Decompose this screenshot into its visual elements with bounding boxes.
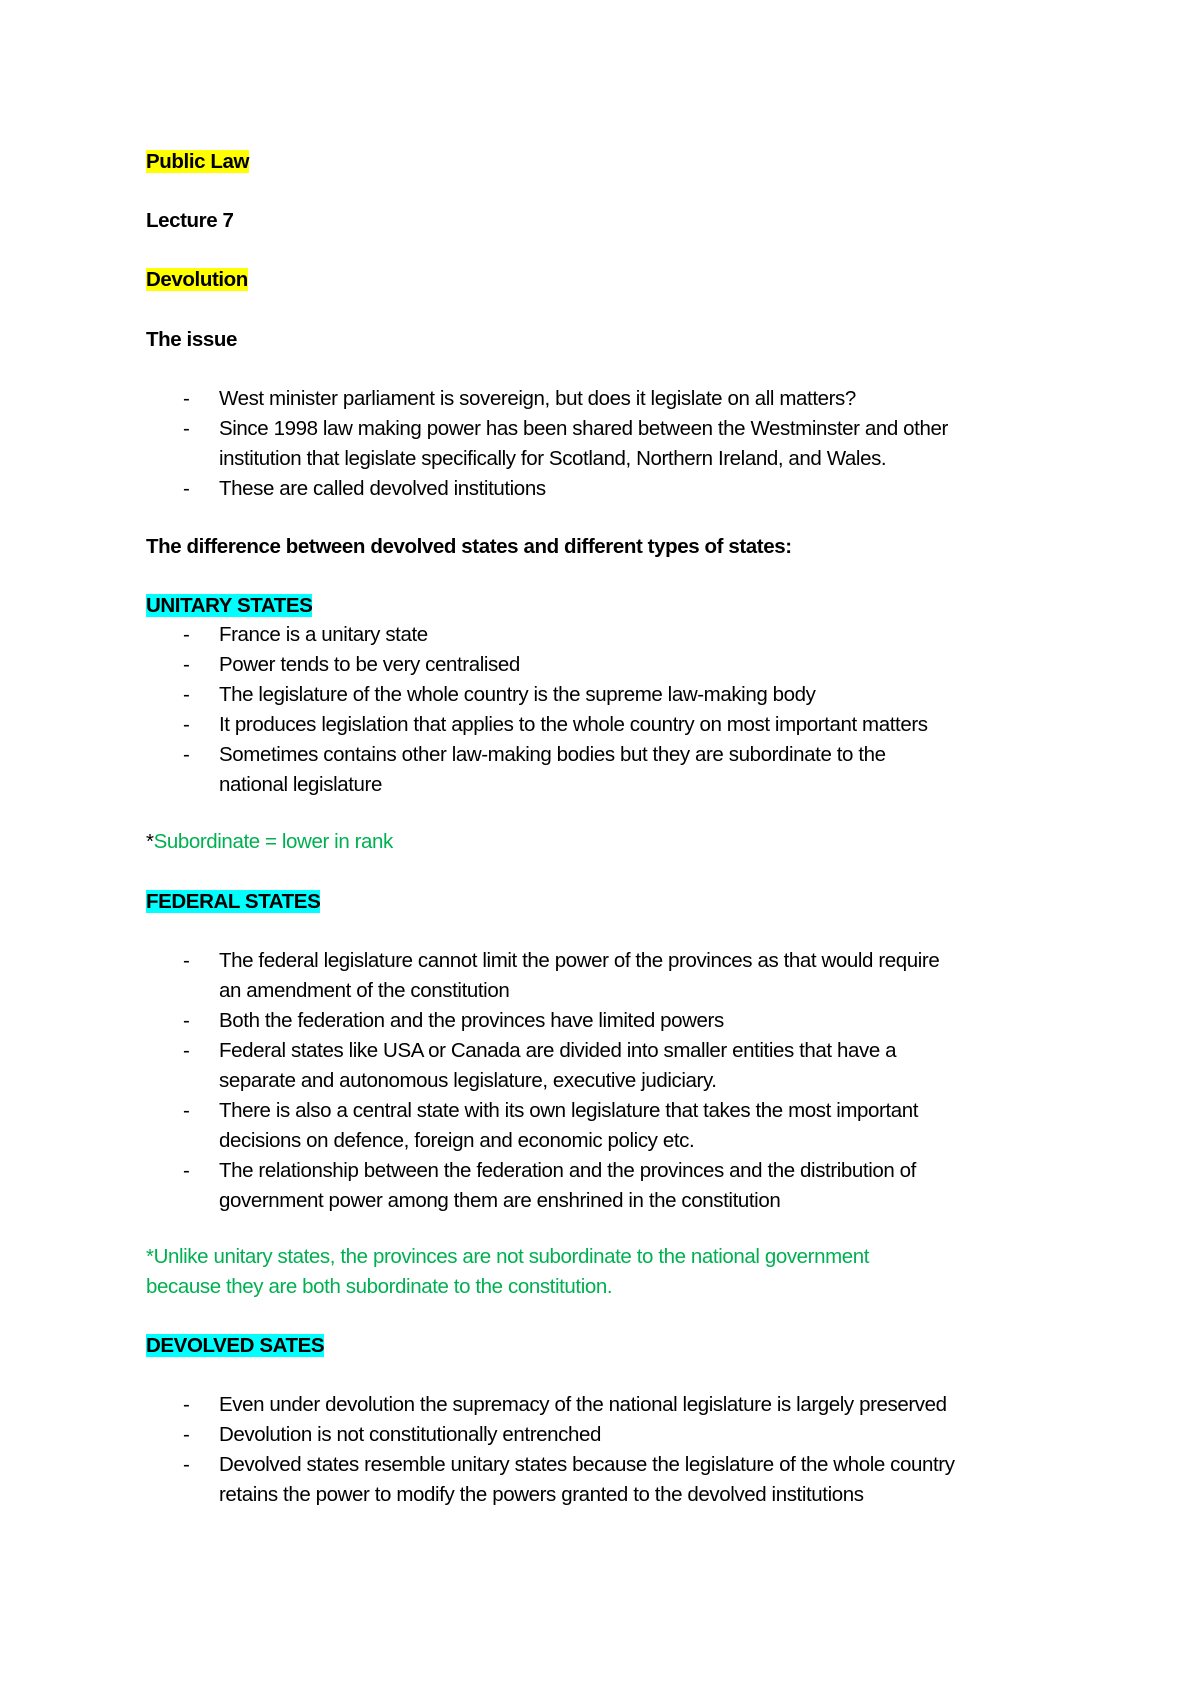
list-item: These are called devolved institutions (219, 477, 546, 500)
list-item-continuation: decisions on defence, foreign and economic policy etc. (219, 1129, 695, 1152)
list-item-continuation: retains the power to modify the powers granted to the devolved institutions (219, 1483, 864, 1506)
bullet-dash: - (183, 1009, 190, 1032)
bullet-dash: - (183, 1423, 190, 1446)
list-item: Power tends to be very centralised (219, 653, 520, 676)
bullet-dash: - (183, 1453, 190, 1476)
unitary-note: *Subordinate = lower in rank (146, 830, 393, 853)
topic-title: Devolution (146, 268, 248, 291)
bullet-dash: - (183, 949, 190, 972)
unitary-heading: UNITARY STATES (146, 594, 313, 617)
bullet-dash: - (183, 1099, 190, 1122)
federal-note-line: because they are both subordinate to the constitution. (146, 1275, 613, 1298)
course-title: Public Law (146, 150, 250, 173)
list-item: France is a unitary state (219, 623, 428, 646)
bullet-dash: - (183, 743, 190, 766)
list-item-continuation: government power among them are enshrined in the constitution (219, 1189, 781, 1212)
bullet-dash: - (183, 1393, 190, 1416)
list-item: The relationship between the federation and the provinces and the distribution of (219, 1159, 916, 1182)
list-item: Both the federation and the provinces have limited powers (219, 1009, 724, 1032)
bullet-dash: - (183, 387, 190, 410)
list-item: Since 1998 law making power has been shared between the Westminster and other (219, 417, 948, 440)
lecture-label: Lecture 7 (146, 209, 234, 232)
list-item: It produces legislation that applies to the whole country on most important matters (219, 713, 928, 736)
list-item: West minister parliament is sovereign, but does it legislate on all matters? (219, 387, 856, 410)
list-item: There is also a central state with its own legislature that takes the most important (219, 1099, 919, 1122)
bullet-dash: - (183, 1039, 190, 1062)
bullet-dash: - (183, 653, 190, 676)
list-item: The legislature of the whole country is the supreme law-making body (219, 683, 816, 706)
list-item: Even under devolution the supremacy of the national legislature is largely preserved (219, 1393, 947, 1416)
list-item: The federal legislature cannot limit the power of the provinces as that would require (219, 949, 940, 972)
federal-heading: FEDERAL STATES (146, 890, 321, 913)
list-item: Devolved states resemble unitary states because the legislature of the whole country (219, 1453, 955, 1476)
list-item-continuation: an amendment of the constitution (219, 979, 510, 1002)
bullet-dash: - (183, 683, 190, 706)
difference-heading: The difference between devolved states and different types of states: (146, 535, 792, 558)
bullet-dash: - (183, 477, 190, 500)
list-item-continuation: institution that legislate specifically for Scotland, Northern Ireland, and Wales. (219, 447, 887, 470)
list-item-continuation: separate and autonomous legislature, executive judiciary. (219, 1069, 717, 1092)
bullet-dash: - (183, 1159, 190, 1182)
bullet-dash: - (183, 623, 190, 646)
devolved-heading: DEVOLVED SATES (146, 1334, 325, 1357)
bullet-dash: - (183, 417, 190, 440)
list-item: Devolution is not constitutionally entrenched (219, 1423, 601, 1446)
list-item: Federal states like USA or Canada are divided into smaller entities that have a (219, 1039, 897, 1062)
issue-heading: The issue (146, 328, 237, 351)
list-item-continuation: national legislature (219, 773, 382, 796)
list-item: Sometimes contains other law-making bodies but they are subordinate to the (219, 743, 886, 766)
federal-note-line: *Unlike unitary states, the provinces are not subordinate to the national government (146, 1245, 870, 1268)
bullet-dash: - (183, 713, 190, 736)
